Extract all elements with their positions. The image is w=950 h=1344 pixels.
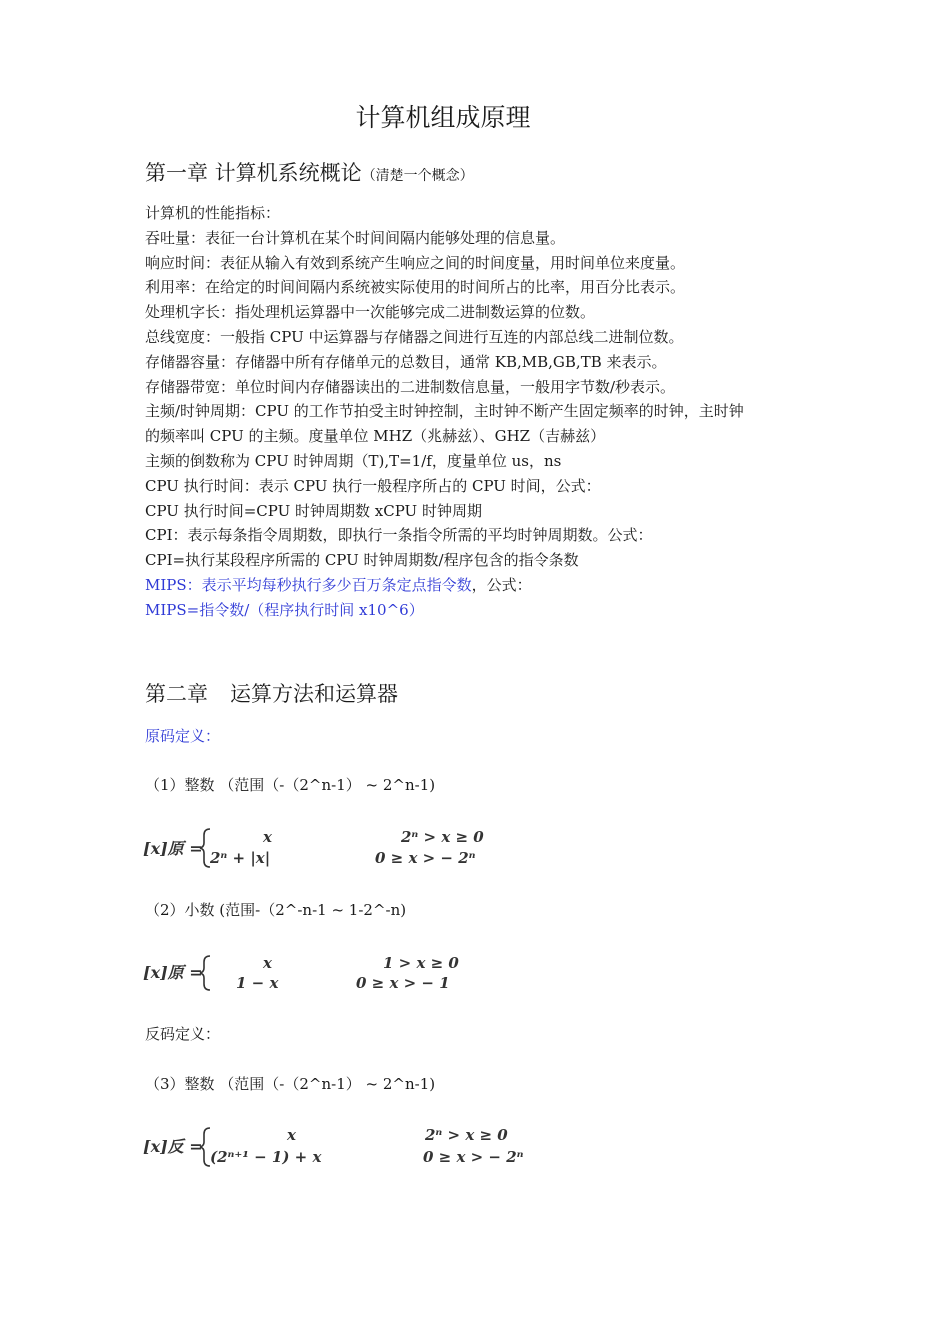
integer-range-2: （3）整数 （范围（-（2^n-1） ~ 2^n-1) <box>145 1075 436 1093</box>
chapter-2-heading <box>145 679 398 709</box>
list-item: 吞吐量：表征一台计算机在某个时间间隔内能够处理的信息量。 <box>145 228 566 247</box>
page-title: 计算机组成原理 <box>355 103 531 132</box>
formula-case-1: x <box>287 1126 296 1144</box>
formula-case-1: x <box>263 828 272 846</box>
formula-lhs: [x]反 = <box>143 1137 203 1156</box>
list-item: 主频的倒数称为 CPU 时钟周期（T),T=1/f，度量单位 us，ns <box>145 451 562 470</box>
brace-icon <box>200 956 210 990</box>
list-item: 存储器带宽：单位时间内存储器读出的二进制数信息量，一般用字节数/秒表示。 <box>145 377 676 396</box>
sign-magnitude-decimal-formula <box>143 948 503 1002</box>
formula-lhs: [x]原 = <box>143 963 203 982</box>
mips-tail: ，公式： <box>471 575 532 594</box>
list-item: CPI=执行某段程序所需的 CPU 时钟周期数/程序包含的指令条数 <box>145 551 579 570</box>
list-item: 计算机的性能指标： <box>145 204 281 222</box>
list-item: 利用率：在给定的时间间隔内系统被实际使用的时间所占的比率，用百分比表示。 <box>145 278 686 297</box>
chapter-2-number: 第二章 <box>145 682 208 706</box>
formula-case-1: x <box>263 954 272 972</box>
list-item: 的频率叫 CPU 的主频。度量单位 MHZ（兆赫兹）、GHZ（吉赫兹） <box>145 427 606 446</box>
list-item: 主频/时钟周期：CPU 的工作节拍受主时钟控制，主时钟不断产生固定频率的时钟，主时钟 <box>145 402 744 421</box>
brace-icon <box>200 829 210 867</box>
formula-case-2: 1 − x <box>236 974 279 992</box>
formula-lhs: [x]原 = <box>143 839 203 858</box>
formula-cond-2: 0 ≥ x > − 2ⁿ <box>423 1148 524 1166</box>
ones-complement-definition: 反码定义： <box>145 1025 221 1043</box>
list-item: 响应时间：表征从输入有效到系统产生响应之间的时间度量，用时间单位来度量。 <box>145 253 686 272</box>
formula-cond-1: 2ⁿ > x ≥ 0 <box>425 1126 508 1144</box>
chapter-1-note: （清楚一个概念） <box>361 168 474 184</box>
chapter-1-heading <box>145 158 474 191</box>
mips-formula: MIPS=指令数/（程序执行时间 x10^6） <box>145 600 424 619</box>
formula-case-2: (2ⁿ⁺¹ − 1) + x <box>210 1148 322 1166</box>
list-item: CPI：表示每条指令周期数，即执行一条指令所需的平均时钟周期数。公式： <box>145 526 653 545</box>
ones-complement-integer-formula <box>143 1120 543 1176</box>
decimal-range: （2）小数 (范围-（2^-n-1 ~ 1-2^-n) <box>145 901 407 919</box>
mips-line <box>145 573 817 598</box>
integer-range-1: （1）整数 （范围（-（2^n-1） ~ 2^n-1) <box>145 776 436 794</box>
list-item: CPU 执行时间=CPU 时钟周期数 xCPU 时钟周期 <box>145 501 482 520</box>
formula-cond-2: 0 ≥ x > − 2ⁿ <box>375 849 476 867</box>
brace-icon <box>200 1128 210 1166</box>
formula-cond-2: 0 ≥ x > − 1 <box>356 974 450 992</box>
list-item: 处理机字长：指处理机运算器中一次能够完成二进制数运算的位数。 <box>145 303 596 322</box>
mips-definition: MIPS：表示平均每秒执行多少百万条定点指令数 <box>145 575 472 594</box>
list-item: 总线宽度：一般指 CPU 中运算器与存储器之间进行互连的内部总线二进制位数。 <box>145 327 684 346</box>
performance-metrics-list <box>145 201 817 623</box>
sign-magnitude-integer-formula <box>143 822 503 876</box>
list-item: 存储器容量：存储器中所有存储单元的总数目，通常 KB,MB,GB,TB 来表示。 <box>145 352 667 371</box>
chapter-1-title: 第一章 计算机系统概论 <box>145 161 362 185</box>
formula-cond-1: 2ⁿ > x ≥ 0 <box>401 828 484 846</box>
formula-cond-1: 1 > x ≥ 0 <box>383 954 459 972</box>
formula-case-2: 2ⁿ + |x| <box>210 849 271 867</box>
chapter-2-title: 运算方法和运算器 <box>230 682 398 706</box>
list-item: CPU 执行时间：表示 CPU 执行一般程序所占的 CPU 时间，公式： <box>145 476 601 495</box>
sign-magnitude-definition: 原码定义： <box>145 727 221 745</box>
